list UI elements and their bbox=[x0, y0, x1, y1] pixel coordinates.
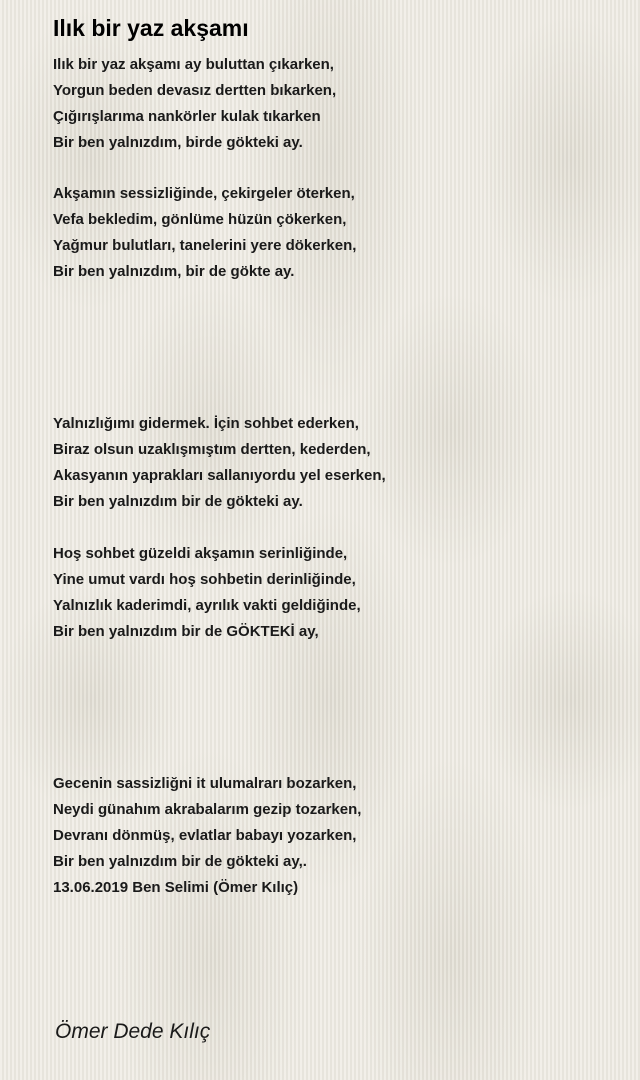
poem-line: Yalnızlık kaderimdi, ayrılık vakti geldiğinde, bbox=[53, 597, 361, 614]
poem-line: Bir ben yalnızdım bir de GÖKTEKİ ay, bbox=[53, 623, 319, 640]
poem-line: Akasyanın yaprakları sallanıyordu yel eserken, bbox=[53, 467, 386, 484]
poem-line: Neydi günahım akrabalarım gezip tozarken, bbox=[53, 801, 362, 818]
poem-title: Ilık bir yaz akşamı bbox=[53, 15, 249, 41]
poem-line: Yalnızlığımı gidermek. İçin sohbet ederken, bbox=[53, 415, 359, 432]
stanza-5 bbox=[53, 771, 361, 901]
stanza-3 bbox=[53, 411, 386, 515]
poem-line: Ilık bir yaz akşamı ay buluttan çıkarken, bbox=[53, 56, 334, 73]
poem-line: Vefa bekledim, gönlüme hüzün çökerken, bbox=[53, 211, 347, 228]
poem-line: Bir ben yalnızdım bir de gökteki ay,. bbox=[53, 853, 307, 870]
poem-line: Akşamın sessizliğinde, çekirgeler öterken, bbox=[53, 185, 355, 202]
poem-line: Çığırışlarıma nankörler kulak tıkarken bbox=[53, 108, 321, 125]
poem-line: Bir ben yalnızdım, birde gökteki ay. bbox=[53, 134, 303, 151]
stanza-4 bbox=[53, 541, 361, 645]
poem-line: Gecenin sassizliğni it ulumalrarı bozarken, bbox=[53, 775, 357, 792]
poem-line: Bir ben yalnızdım bir de gökteki ay. bbox=[53, 493, 303, 510]
poem-line: Yağmur bulutları, tanelerini yere dökerken, bbox=[53, 237, 357, 254]
poem-line: Devranı dönmüş, evlatlar babayı yozarken, bbox=[53, 827, 357, 844]
stanza-2 bbox=[53, 181, 356, 285]
poem-line: Yorgun beden devasız dertten bıkarken, bbox=[53, 82, 337, 99]
poem-date-signature: 13.06.2019 Ben Selimi (Ömer Kılıç) bbox=[53, 879, 299, 896]
poem-author: Ömer Dede Kılıç bbox=[55, 1020, 211, 1043]
stanza-1 bbox=[53, 52, 336, 156]
poem-line: Bir ben yalnızdım, bir de gökte ay. bbox=[53, 263, 295, 280]
poem-line: Biraz olsun uzaklışmıştım dertten, kederden, bbox=[53, 441, 371, 458]
poem-line: Hoş sohbet güzeldi akşamın serinliğinde, bbox=[53, 545, 348, 562]
poem-line: Yine umut vardı hoş sohbetin derinliğinde, bbox=[53, 571, 356, 588]
